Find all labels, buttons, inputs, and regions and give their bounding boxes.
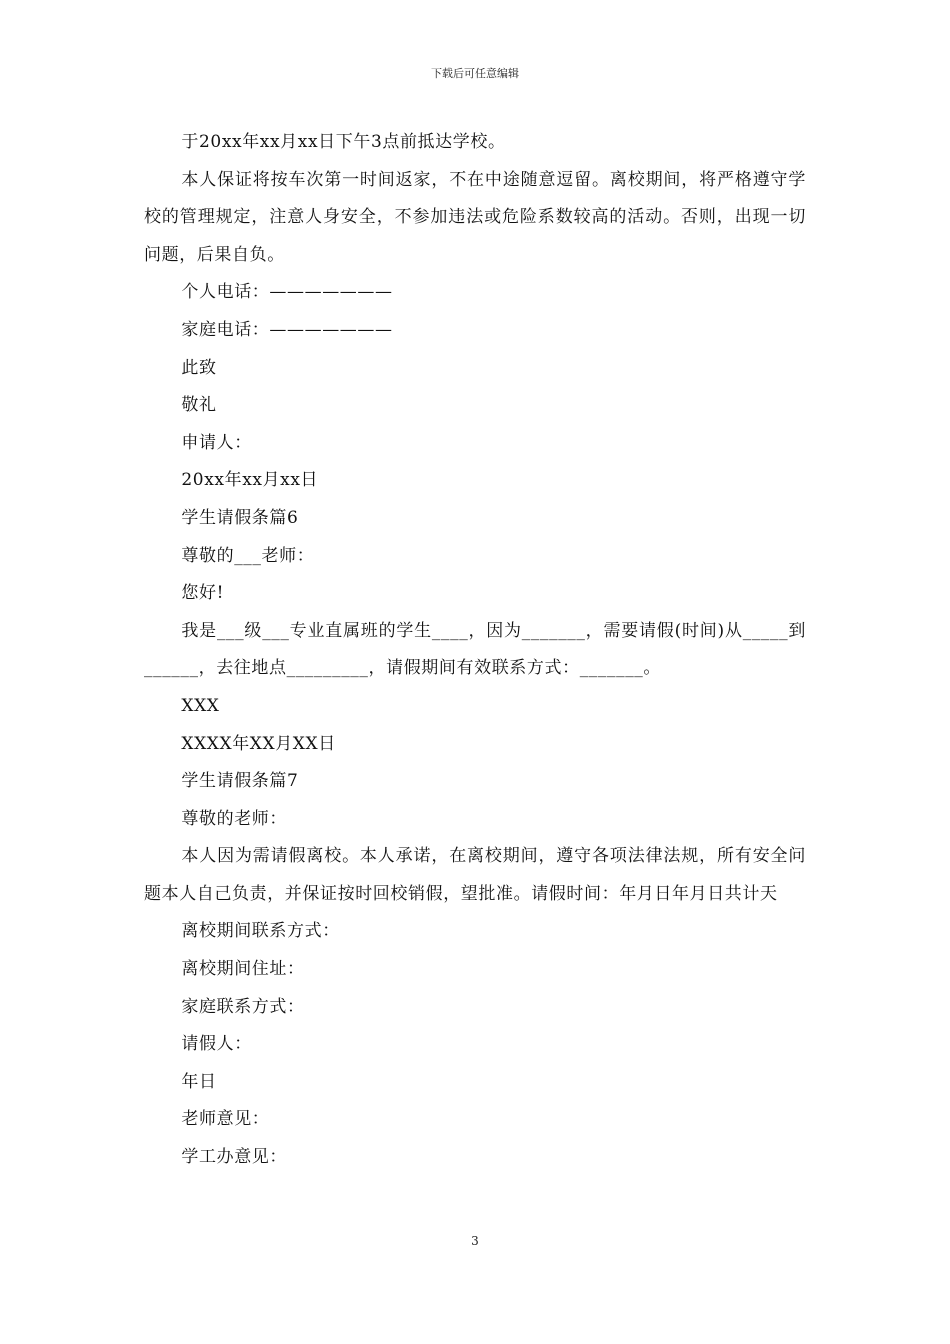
paragraph: 我是___级___专业直属班的学生____，因为_______，需要请假(时间)从_____到______，去往地点_________，请假期间有效联系方式：_______。 (144, 620, 806, 679)
paragraph: 尊敬的___老师： (181, 545, 315, 566)
document-body (144, 124, 806, 1177)
paragraph: 本人保证将按车次第一时间返家，不在中途随意逗留。离校期间，将严格遵守学校的管理规定，注意人身安全，不参加违法或危险系数较高的活动。否则，出现一切问题，后果自负。 (144, 169, 806, 265)
paragraph: 您好! (181, 583, 225, 604)
section-heading: 学生请假条篇6 (181, 507, 299, 528)
paragraph: 20xx年xx月xx日 (181, 470, 319, 491)
paragraph: 家庭电话：——————— (181, 319, 393, 340)
paragraph: 家庭联系方式： (181, 996, 305, 1017)
page-header: 下载后可任意编辑 (431, 67, 519, 80)
paragraph: 个人电话：——————— (181, 282, 393, 303)
page-number: 3 (471, 1234, 479, 1248)
paragraph: XXXX年XX月XX日 (181, 733, 336, 754)
paragraph: 本人因为需请假离校。本人承诺，在离校期间，遵守各项法律法规，所有安全问题本人自己负责，并保证按时回校销假，望批准。请假时间：年月日年月日共计天 (144, 846, 806, 904)
paragraph: 老师意见： (181, 1109, 270, 1130)
paragraph: 敬礼 (181, 395, 217, 416)
paragraph: 离校期间住址： (181, 959, 305, 980)
paragraph: 于20xx年xx月xx日下午3点前抵达学校。 (181, 132, 506, 152)
paragraph: 申请人： (181, 432, 252, 453)
paragraph: 请假人： (181, 1034, 252, 1055)
paragraph: 离校期间联系方式： (181, 921, 340, 942)
paragraph: 学工办意见： (181, 1147, 287, 1168)
section-heading: 学生请假条篇7 (181, 771, 299, 792)
paragraph: 尊敬的老师： (181, 808, 287, 829)
paragraph: 年日 (181, 1071, 217, 1092)
paragraph: 此致 (181, 357, 217, 378)
paragraph: XXX (181, 695, 220, 716)
